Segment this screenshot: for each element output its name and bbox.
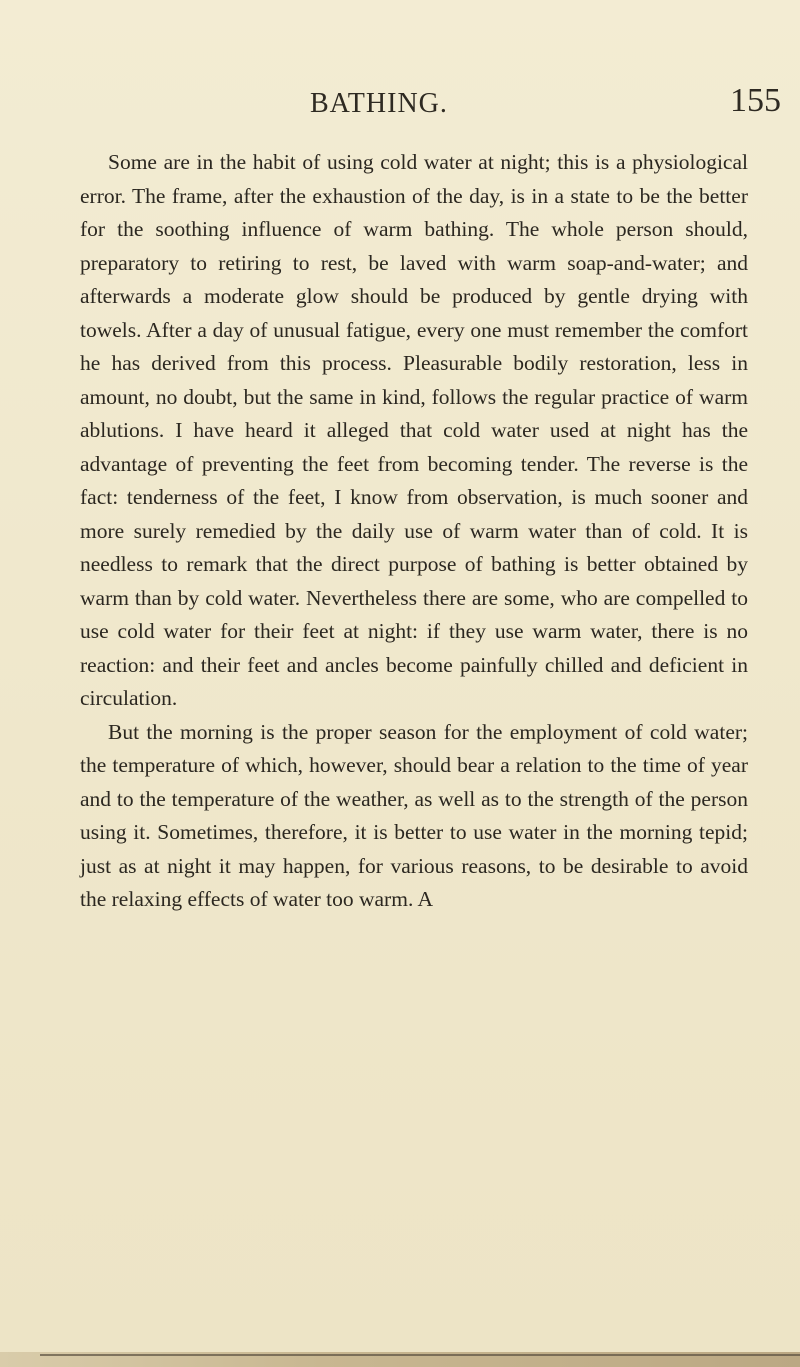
running-head <box>0 82 800 130</box>
paragraph-1: Some are in the habit of using cold water at night; this is a physiological error. The frame, after the exhaustion of the day, is in a state to be the better for the soothing influence of warm bathing. The whole person should, preparatory to retiring to rest, be laved with warm soap-and-water; and afterwards a moderate glow should be produced by gentle drying with towels. After a day of unusual fatigue, every one must remember the comfort he has derived from this process. Pleasurable bodily restoration, less in amount, no doubt, but the same in kind, follows the regular practice of warm ablutions. I have heard it alleged that cold water used at night has the advantage of preventing the feet from becoming tender. The reverse is the fact: tenderness of the feet, I know from observation, is much sooner and more surely remedied by the daily use of warm water than of cold. It is needless to remark that the direct purpose of bathing is better obtained by warm than by cold water. Nevertheless there are some, who are compelled to use cold water for their feet at night: if they use warm water, there is no reaction: and their feet and ancles become painfully chilled and deficient in circulation. <box>80 150 748 710</box>
page-number: 155 <box>730 82 781 119</box>
page-bottom-rule <box>40 1354 800 1356</box>
paragraph-2: But the morning is the proper season for the employment of cold water; the temperature of which, however, should bear a relation to the time of year and to the temperature of the weather, as well as to the strength of the person using it. Sometimes, therefore, it is better to use water in the morning tepid; just as at night it may happen, for various reasons, to be desirable to avoid the relaxing effects of water too warm. A <box>80 719 748 911</box>
body-text <box>80 146 748 917</box>
running-title: BATHING. <box>310 88 448 119</box>
